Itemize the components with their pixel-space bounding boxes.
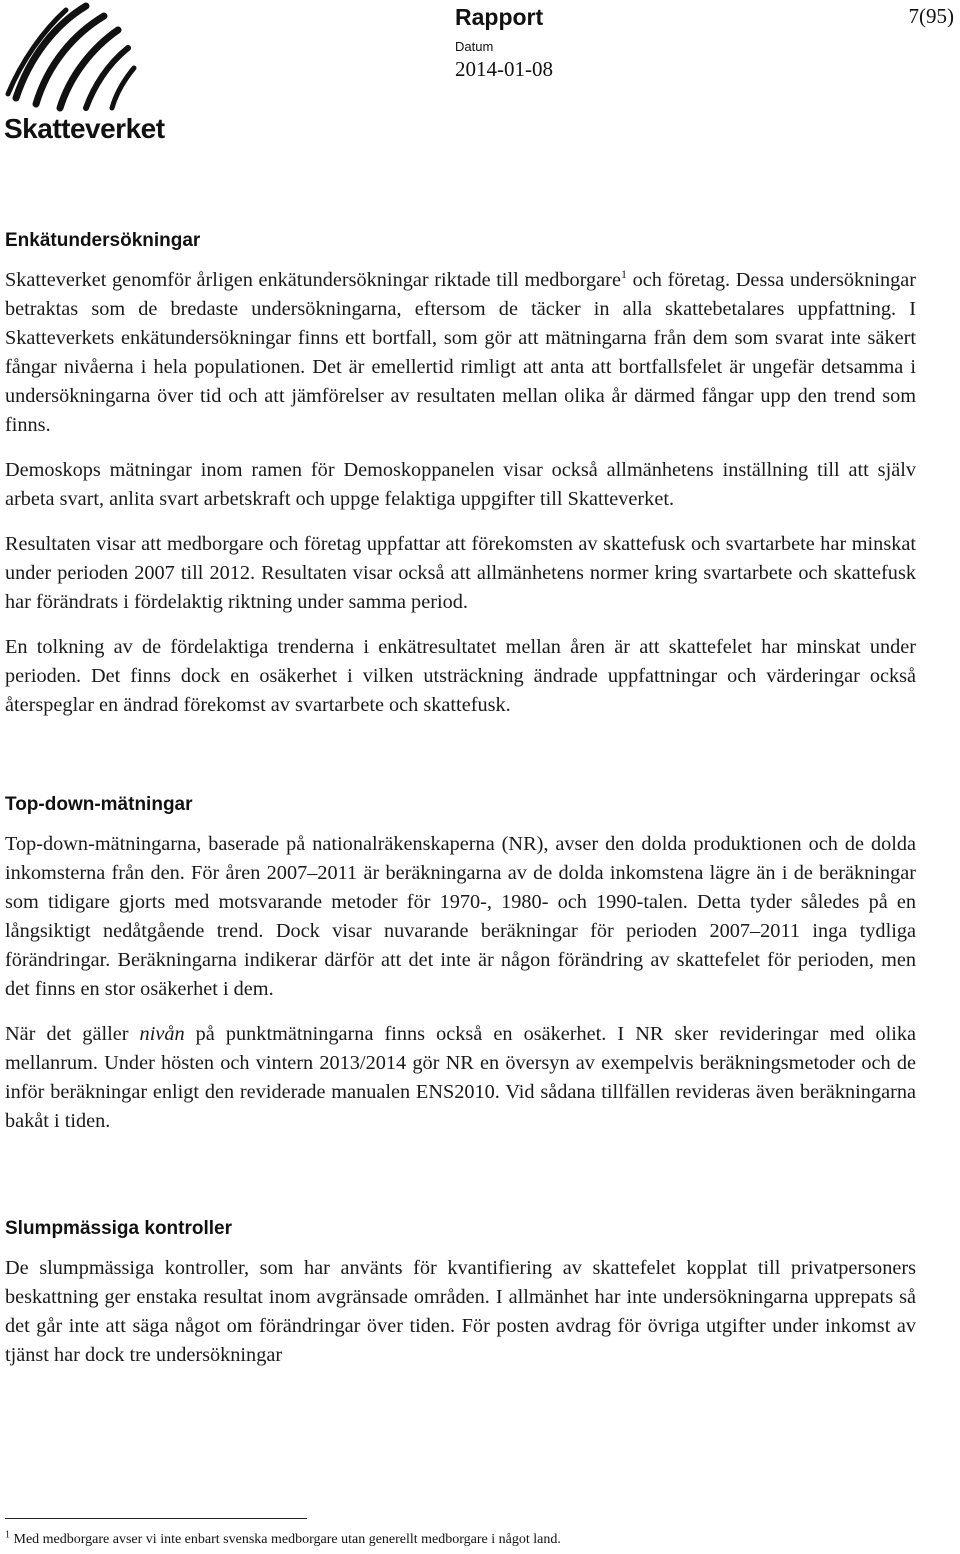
footnote-text: Med medborgare avser vi inte enbart svenska medborgare utan generellt medborgare i något land. <box>10 1532 561 1547</box>
date-label: Datum <box>455 39 494 54</box>
paragraph-text: och företag. Dessa undersökningar betraktas som de bredaste undersökningarna, eftersom de täcker in alla skattebetalares uppfattning. I Skatteverkets enkätundersökningar finns ett bortfall, som gör att mätningarna från dem som svarat inte säkert fångar nivåerna i hela populationen. Det är emellertid rimligt att anta att bortfallsfelet är ungefär detsamma i undersökningarna över tid och att jämförelser av resultaten mellan olika år därmed fångar upp den trend som finns. <box>5 269 917 436</box>
paragraph <box>5 266 916 440</box>
heading-slumpmassiga: Slumpmässiga kontroller <box>5 1218 233 1239</box>
footnote <box>5 1529 561 1548</box>
paragraph-text: När det gäller <box>5 1023 140 1045</box>
skatteverket-logo <box>0 0 165 145</box>
logo-wordmark: Skatteverket <box>4 113 165 144</box>
page-number: 7(95) <box>908 4 954 28</box>
footnote-ref: 1 <box>620 267 627 282</box>
paragraph: Resultaten visar att medborgare och företag uppfattar att förekomsten av skattefusk och svartarbete har minskat under perioden 2007 till 2012. Resultaten visar också att allmänhetens normer kring svartarbete och skattefusk har förändrats i fördelaktig riktning under samma period. <box>5 533 916 613</box>
emphasis-text: nivån <box>139 1023 185 1045</box>
paragraph: Demoskops mätningar inom ramen för Demoskoppanelen visar också allmänhetens inställning till att själv arbeta svart, anlita svart arbetskraft och uppge felaktiga uppgifter till Skatteverket. <box>5 459 916 510</box>
crown-swirl-icon <box>0 0 160 118</box>
paragraph: En tolkning av de fördelaktiga trenderna i enkätresultatet mellan åren är att skattefelet har minskat under perioden. Det finns dock en osäkerhet i vilken utsträckning ändrade uppfattningar och värderingar också återspeglar en ändrad förekomst av svartarbete och skattefusk. <box>5 636 916 716</box>
heading-top-down: Top-down-mätningar <box>5 794 193 815</box>
paragraph-text: Skatteverket genomför årligen enkätundersökningar riktade till medborgare <box>5 269 621 291</box>
document-body <box>5 230 916 1386</box>
footnote-divider <box>5 1518 307 1519</box>
footnote-mark: 1 <box>5 1529 10 1541</box>
heading-enkatundersokningar: Enkätundersökningar <box>5 230 201 251</box>
paragraph <box>5 1020 916 1136</box>
paragraph: Top-down-mätningarna, baserade på nationalräkenskaperna (NR), avser den dolda produktionen och de dolda inkomsterna från den. För åren 2007–2011 är beräkningarna av de dolda inkomstena lägre än i de beräkningar som tidigare gjorts med motsvarande metoder för 1970-, 1980- och 1990-talen. Detta tyder således på en långsiktigt nedåtgående trend. Dock visar nuvarande beräkningar för perioden 2007–2011 inga tydliga förändringar. Beräkningarna indikerar därför att det inte är någon förändring av skattefelet för perioden, men det finns en stor osäkerhet i dem. <box>5 833 916 1000</box>
report-date: 2014-01-08 <box>455 57 553 81</box>
paragraph-text: på punktmätningarna finns också en osäkerhet. I NR sker revideringar med olika mellanrum. Under hösten och vintern 2013/2014 gör NR en översyn av exempelvis beräkningsmetoder och de inför beräkningar enligt den reviderade manualen ENS2010. Vid sådana tillfällen revideras även beräkningarna bakåt i tiden. <box>5 1023 917 1132</box>
paragraph: De slumpmässiga kontroller, som har använts för kvantifiering av skattefelet kopplat till privatpersoners beskattning ger enstaka resultat inom avgränsade områden. I allmänhet har inte undersökningarna upprepats så det går inte att säga något om förändringar över tiden. För posten avdrag för övriga utgifter under inkomst av tjänst har dock tre undersökningar <box>5 1257 916 1366</box>
report-title: Rapport <box>455 4 544 30</box>
